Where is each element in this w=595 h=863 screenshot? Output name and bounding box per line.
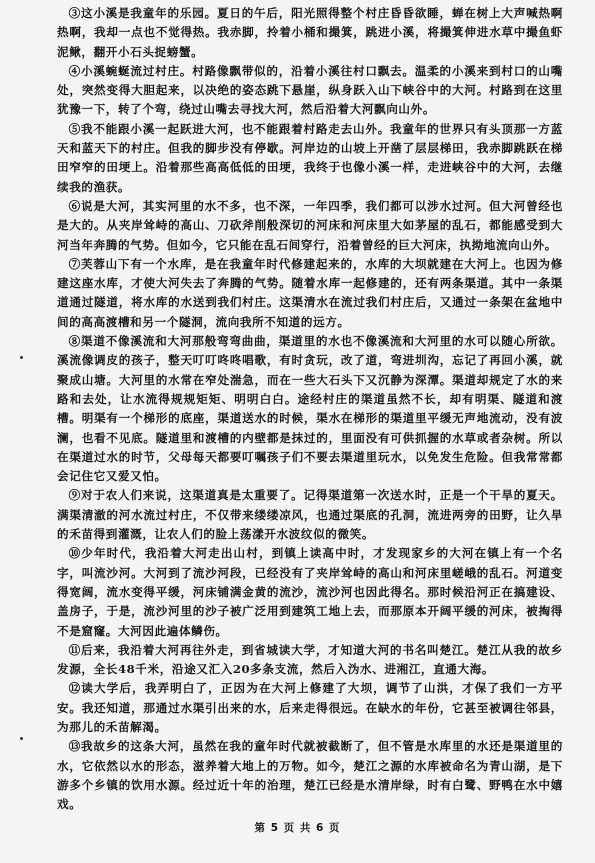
paragraph-11: ⑪后来，我沿着大河再往外走，到省城读大学，才知道大河的书名叫楚江。楚江从我的故乡发源，全长48千米，沿途又汇入20多条支流，然后入沩水、进湘江，直通大海。 (57, 642, 563, 677)
page-footer: 第 5 页 共 6 页 (254, 822, 341, 834)
paragraph-3: ③这小溪是我童年的乐园。夏日的午后，阳光照得整个村庄昏昏欲睡，蝉在树上大声喊热啊热啊，我却一点也不觉得热。我赤脚，拎着小桶和撮箕，跳进小溪，将撮箕伸进水草中撮鱼虾泥鳅，翻开小石头捉螃蟹。 (57, 6, 563, 59)
paragraph-12: ⑫读大学后，我弄明白了，正因为在大河上修建了大坝，调节了山洪，才保了我们一方平安。我还知道，那通过水渠引出来的水，后来走得很远。在缺水的年份，它甚至被调往邻县，为那儿的禾苗解渴。 (57, 681, 563, 734)
article-body (57, 4, 563, 814)
paragraph-10: ⑩少年时代，我沿着大河走出山村，到镇上读高中时，才发现家乡的大河在镇上有一个名字，叫流沙河。大河到了流沙河段，已经没有了夹岸耸峙的高山和河床里嵯峨的乱石。河道变得宽阔，流水变得平缓，河床铺满金黄的流沙，流沙河也因此得名。那时候沿河正在搞建设、盖房子，于是，流沙河里的沙子被广泛用到建筑工地上去，而那原本开阔平缓的河床，被掏得不是窟窿。大河因此遍体鳞伤。 (57, 546, 563, 638)
paragraph-5: ⑤我不能跟小溪一起跃进大河，也不能跟着村路走去山外。我童年的世界只有头顶那一方蓝天和蓝天下的村庄。但我的脚步没有停歇。河岸边的山坡上开凿了层层梯田，我赤脚跳跃在梯田窄窄的田埂上。沿着那些高高低低的田埂，我终于也像小溪一样，走进峡谷中的大河，去继续我的渔获。 (57, 121, 563, 194)
paragraph-7: ⑦芙蓉山下有一个水库，是在我童年时代修建起来的，水库的大坝就建在大河上。也因为修建这座水库，才使大河失去了奔腾的气势。随着水库一起修建的，还有两条渠道。其中一条渠道通过隧道，将水库的水送到我们村庄。这渠清水在流过我们村庄后，又通过一条架在盆地中间的高高渡槽和另一个隧洞，流向我所不知道的远方。 (57, 256, 563, 329)
margin-dot (20, 356, 23, 359)
paragraph-4: ④小溪蜿蜒流过村庄。村路像飘带似的，沿着小溪往村口飘去。温柔的小溪来到村口的山嘴处，突然变得大胆起来，以决绝的姿态跳下悬崖，纵身跃入山下峡谷中的大河。村路到在这里犹豫一下，转了个弯，绕过山嘴去寻找大河，然后沿着大河飘向山外。 (57, 63, 563, 117)
paragraph-9: ⑨对于农人们来说，这渠道真是太重要了。记得渠道第一次送水时，正是一个干旱的夏天。满渠清澈的河水流过村庄，不仅带来缕缕凉风，也通过渠底的孔洞，流进两旁的田野，让久旱的禾苗得到灌溉，让农人们的脸上荡漾开水波纹似的微笑。 (57, 488, 563, 542)
paragraph-6: ⑥说是大河，其实河里的水不多，也不深，一年四季，我们都可以涉水过河。但大河曾经也是大的。从夹岸耸峙的高山、刀砍斧削般深切的河床和河床里大如茅屋的乱石，都能感受到大河当年奔腾的气势。但如今，它只能在乱石间穿行，沿着曾经的巨大河床，执拗地流向山外。 (57, 198, 563, 252)
paragraph-8: ⑧渠道不像溪流和大河那般弯弯曲曲，渠道里的水也不像溪流和大河里的水可以随心所欲。溪流像调皮的孩子，整天叮叮咚咚唱歌，有时贪玩，改了道，弯进圳沟，忘记了再回小溪，就聚成山塘。大河里的水常在窄处湍急，而在一些大石头下又沉静为深潭。渠道却规定了水的来路和去处，让水流得规规矩矩、明明白白。途经村庄的渠道虽然不长，却有明渠、隧道和渡槽。明渠有一个梯形的底座，渠道送水的时候，渠水在梯形的渠道里平缓无声地流动，没有波澜，也看不见底。隧道里和渡槽的内壁都是抹过的，里面没有可供抓握的水草或者杂树。所以在渠道过水的时节，父母每天都要叮嘱孩子们不要去渠道里玩水，以免发生危险。但我常常都会记住它又爱又怕。 (57, 334, 563, 484)
paragraph-13: ⑬我故乡的这条大河，虽然在我的童年时代就被截断了，但不管是水库里的水还是渠道里的水，它依然以水的形态，滋养着大地上的万物。如今，楚江之源的水库被命名为青山湖，是下游多个乡镇的饮用水源。经过近十年的治理，楚江已经是水清岸绿，时有白鹭、野鸭在水中嬉戏。 (57, 739, 563, 812)
margin-dot (20, 737, 23, 740)
